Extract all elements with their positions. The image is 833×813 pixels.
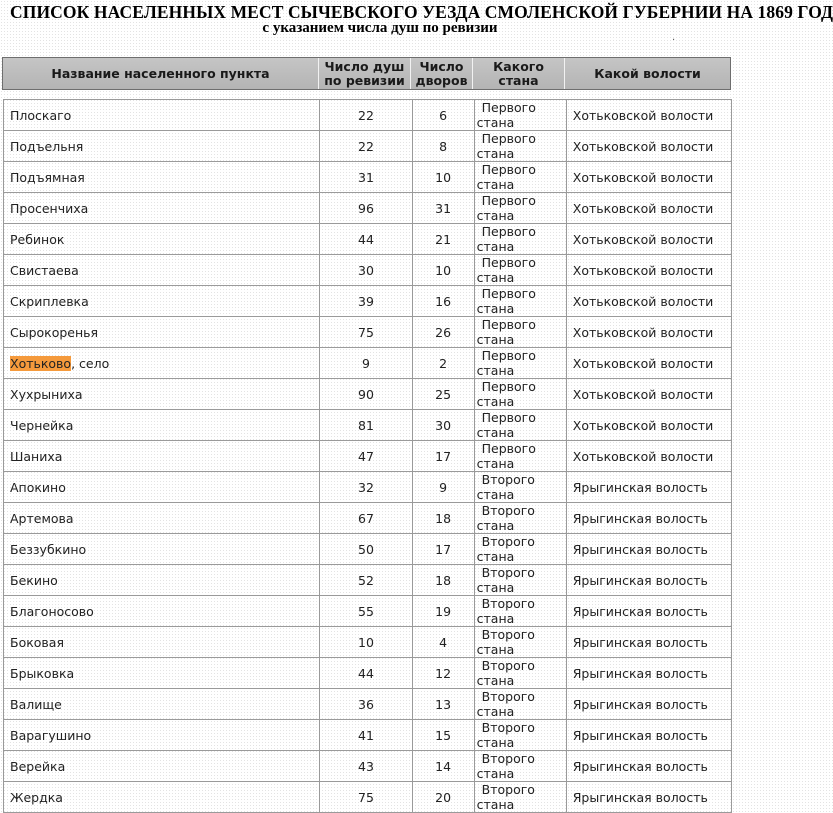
settlement-name: Бекино	[10, 572, 58, 588]
table-body-viewport[interactable]	[3, 99, 733, 812]
cell-stan	[475, 255, 567, 286]
cell-stan	[475, 100, 567, 131]
cell-volost: Ярыгинская волость	[567, 565, 732, 596]
cell-volost: Ярыгинская волость	[567, 689, 732, 720]
stan-line2: стана	[476, 208, 515, 223]
cell-souls: 22	[320, 100, 412, 131]
table-body	[4, 100, 732, 813]
stan-line1: Первого	[481, 162, 536, 177]
cell-volost: Хотьковской волости	[567, 255, 732, 286]
stan-line2: стана	[476, 487, 515, 502]
cell-settlement-name	[4, 751, 320, 782]
header-stan: Какого стана	[473, 58, 565, 89]
stan-line2: стана	[476, 549, 515, 564]
cell-stan	[475, 565, 567, 596]
cell-volost: Ярыгинская волость	[567, 596, 732, 627]
table-row	[4, 441, 732, 472]
cell-souls: 67	[320, 503, 412, 534]
stan-line1: Первого	[481, 410, 536, 425]
table-header	[2, 57, 731, 90]
cell-yards: 19	[413, 596, 475, 627]
cell-stan	[475, 224, 567, 255]
stan-line2: стана	[476, 642, 515, 657]
cell-settlement-name	[4, 627, 320, 658]
cell-settlement-name	[4, 348, 320, 379]
cell-settlement-name	[4, 193, 320, 224]
stan-line1: Первого	[481, 379, 536, 394]
cell-volost: Ярыгинская волость	[567, 751, 732, 782]
cell-yards: 9	[413, 472, 475, 503]
stan-line1: Второго	[481, 689, 535, 704]
stan-line2: стана	[476, 580, 515, 595]
table-row	[4, 162, 732, 193]
cell-settlement-name	[4, 782, 320, 813]
cell-stan	[475, 286, 567, 317]
cell-volost: Хотьковской волости	[567, 379, 732, 410]
cell-settlement-name	[4, 441, 320, 472]
settlement-name-suffix: , село	[71, 355, 110, 371]
cell-yards: 13	[413, 689, 475, 720]
table-row	[4, 689, 732, 720]
cell-stan	[475, 472, 567, 503]
cell-volost: Ярыгинская волость	[567, 472, 732, 503]
cell-souls: 22	[320, 131, 412, 162]
stan-line2: стана	[476, 518, 515, 533]
cell-volost: Ярыгинская волость	[567, 534, 732, 565]
cell-yards: 6	[413, 100, 475, 131]
settlement-name: Верейка	[10, 758, 66, 774]
cell-yards: 17	[413, 534, 475, 565]
cell-settlement-name	[4, 100, 320, 131]
cell-volost: Ярыгинская волость	[567, 658, 732, 689]
cell-souls: 47	[320, 441, 412, 472]
settlement-name: Свистаева	[10, 262, 79, 278]
stan-line2: стана	[476, 115, 515, 130]
cell-yards: 12	[413, 658, 475, 689]
cell-souls: 10	[320, 627, 412, 658]
stan-line1: Второго	[481, 472, 535, 487]
cell-souls: 9	[320, 348, 412, 379]
cell-volost: Хотьковской волости	[567, 410, 732, 441]
cell-souls: 96	[320, 193, 412, 224]
cell-volost: Ярыгинская волость	[567, 503, 732, 534]
table-row	[4, 131, 732, 162]
cell-settlement-name	[4, 534, 320, 565]
cell-souls: 52	[320, 565, 412, 596]
cell-stan	[475, 441, 567, 472]
cell-souls: 75	[320, 782, 412, 813]
cell-yards: 10	[413, 255, 475, 286]
cell-settlement-name	[4, 689, 320, 720]
stan-line1: Второго	[481, 534, 535, 549]
cell-volost: Ярыгинская волость	[567, 720, 732, 751]
table-row	[4, 193, 732, 224]
cell-yards: 2	[413, 348, 475, 379]
cell-volost: Хотьковской волости	[567, 193, 732, 224]
cell-settlement-name	[4, 410, 320, 441]
cell-settlement-name	[4, 596, 320, 627]
cell-souls: 81	[320, 410, 412, 441]
cell-settlement-name	[4, 286, 320, 317]
cell-yards: 18	[413, 565, 475, 596]
header-row	[3, 58, 730, 89]
cell-settlement-name	[4, 503, 320, 534]
cell-volost: Хотьковской волости	[567, 317, 732, 348]
settlement-name: Скриплевка	[10, 293, 89, 309]
cell-stan	[475, 627, 567, 658]
cell-yards: 10	[413, 162, 475, 193]
table-row	[4, 379, 732, 410]
settlement-name: Жердка	[10, 789, 63, 805]
stan-line2: стана	[476, 270, 515, 285]
stan-line1: Второго	[481, 782, 535, 797]
stan-line1: Первого	[481, 348, 536, 363]
table-row	[4, 317, 732, 348]
subtitle-mark: .	[672, 32, 676, 43]
cell-souls: 43	[320, 751, 412, 782]
cell-yards: 17	[413, 441, 475, 472]
cell-yards: 31	[413, 193, 475, 224]
settlement-name: Беззубкино	[10, 541, 87, 557]
cell-souls: 44	[320, 658, 412, 689]
table-row	[4, 224, 732, 255]
cell-settlement-name	[4, 317, 320, 348]
cell-stan	[475, 162, 567, 193]
table-row	[4, 751, 732, 782]
cell-volost: Хотьковской волости	[567, 224, 732, 255]
cell-souls: 50	[320, 534, 412, 565]
cell-yards: 30	[413, 410, 475, 441]
stan-line2: стана	[476, 301, 515, 316]
stan-line2: стана	[476, 673, 515, 688]
stan-line1: Первого	[481, 193, 536, 208]
table-row	[4, 255, 732, 286]
cell-volost: Ярыгинская волость	[567, 782, 732, 813]
settlement-name: Брыковка	[10, 665, 75, 681]
cell-stan	[475, 596, 567, 627]
stan-line2: стана	[476, 704, 515, 719]
settlement-name: Валище	[10, 696, 62, 712]
cell-volost: Хотьковской волости	[567, 131, 732, 162]
settlement-name: Просенчиха	[10, 200, 89, 216]
table-row	[4, 348, 732, 379]
stan-line2: стана	[476, 239, 515, 254]
cell-settlement-name	[4, 131, 320, 162]
stan-line1: Второго	[481, 627, 535, 642]
cell-settlement-name	[4, 565, 320, 596]
cell-stan	[475, 317, 567, 348]
cell-yards: 16	[413, 286, 475, 317]
stan-line2: стана	[476, 363, 515, 378]
stan-line1: Первого	[481, 317, 536, 332]
cell-yards: 21	[413, 224, 475, 255]
header-souls: Число душ по ревизии	[319, 58, 411, 89]
cell-souls: 30	[320, 255, 412, 286]
cell-settlement-name	[4, 379, 320, 410]
table-row	[4, 472, 732, 503]
cell-souls: 75	[320, 317, 412, 348]
settlement-name: Варагушино	[10, 727, 92, 743]
header-volost: Какой волости	[565, 58, 730, 89]
settlement-name: Чернейка	[10, 417, 74, 433]
cell-stan	[475, 689, 567, 720]
table-row	[4, 410, 732, 441]
settlement-name: Апокино	[10, 479, 66, 495]
stan-line1: Второго	[481, 596, 535, 611]
stan-line2: стана	[476, 797, 515, 812]
cell-souls: 44	[320, 224, 412, 255]
stan-line2: стана	[476, 425, 515, 440]
settlement-name: Подъельня	[10, 138, 84, 154]
cell-stan	[475, 503, 567, 534]
cell-souls: 55	[320, 596, 412, 627]
stan-line2: стана	[476, 332, 515, 347]
table-row	[4, 286, 732, 317]
page-title: СПИСОК НАСЕЛЕННЫХ МЕСТ СЫЧЕВСКОГО УЕЗДА СМОЛЕНСКОЙ ГУБЕРНИИ НА 1869 ГОД	[10, 2, 833, 22]
cell-yards: 15	[413, 720, 475, 751]
cell-yards: 20	[413, 782, 475, 813]
cell-souls: 41	[320, 720, 412, 751]
settlement-name: Шаниха	[10, 448, 63, 464]
cell-souls: 31	[320, 162, 412, 193]
cell-volost: Хотьковской волости	[567, 162, 732, 193]
stan-line1: Второго	[481, 720, 535, 735]
cell-stan	[475, 379, 567, 410]
cell-stan	[475, 751, 567, 782]
cell-yards: 26	[413, 317, 475, 348]
table-row	[4, 720, 732, 751]
stan-line1: Первого	[481, 441, 536, 456]
table-row	[4, 658, 732, 689]
cell-yards: 18	[413, 503, 475, 534]
stan-line1: Второго	[481, 658, 535, 673]
stan-line1: Первого	[481, 255, 536, 270]
table-row	[4, 100, 732, 131]
cell-stan	[475, 534, 567, 565]
stan-line2: стана	[476, 456, 515, 471]
cell-volost: Хотьковской волости	[567, 441, 732, 472]
settlement-name: Благоносово	[10, 603, 94, 619]
cell-stan	[475, 720, 567, 751]
cell-stan	[475, 782, 567, 813]
table-row	[4, 565, 732, 596]
table-row	[4, 534, 732, 565]
table-row	[4, 627, 732, 658]
table-row	[4, 782, 732, 813]
stan-line1: Первого	[481, 224, 536, 239]
stan-line1: Первого	[481, 286, 536, 301]
settlement-name: Артемова	[10, 510, 74, 526]
page-subtitle: с указанием числа душ по ревизии	[262, 20, 498, 36]
settlements-table	[3, 99, 732, 813]
cell-settlement-name	[4, 224, 320, 255]
cell-souls: 36	[320, 689, 412, 720]
cell-volost: Хотьковской волости	[567, 348, 732, 379]
stan-line2: стана	[476, 177, 515, 192]
stan-line2: стана	[476, 611, 515, 626]
settlement-name: Хотьково	[10, 355, 72, 371]
cell-stan	[475, 410, 567, 441]
settlement-name: Подъямная	[10, 169, 85, 185]
stan-line1: Второго	[481, 565, 535, 580]
table-row	[4, 596, 732, 627]
cell-yards: 8	[413, 131, 475, 162]
cell-stan	[475, 348, 567, 379]
cell-volost: Ярыгинская волость	[567, 627, 732, 658]
cell-volost: Хотьковской волости	[567, 100, 732, 131]
cell-yards: 14	[413, 751, 475, 782]
header-name: Название населенного пункта	[3, 58, 319, 89]
stan-line2: стана	[476, 146, 515, 161]
cell-settlement-name	[4, 658, 320, 689]
cell-yards: 25	[413, 379, 475, 410]
cell-souls: 39	[320, 286, 412, 317]
settlement-name: Сырокоренья	[10, 324, 99, 340]
cell-stan	[475, 193, 567, 224]
stan-line1: Второго	[481, 751, 535, 766]
cell-settlement-name	[4, 720, 320, 751]
stan-line1: Первого	[481, 131, 536, 146]
stan-line2: стана	[476, 735, 515, 750]
stan-line2: стана	[476, 766, 515, 781]
cell-yards: 4	[413, 627, 475, 658]
header-yards: Число дворов	[411, 58, 473, 89]
cell-settlement-name	[4, 162, 320, 193]
stan-line1: Первого	[481, 100, 536, 115]
settlement-name: Хухрыниха	[10, 386, 83, 402]
table-row	[4, 503, 732, 534]
cell-volost: Хотьковской волости	[567, 286, 732, 317]
cell-souls: 32	[320, 472, 412, 503]
cell-stan	[475, 658, 567, 689]
settlement-name: Плоскаго	[10, 107, 72, 123]
settlement-name: Боковая	[10, 634, 64, 650]
settlement-name: Ребинок	[10, 231, 65, 247]
cell-settlement-name	[4, 255, 320, 286]
stan-line1: Второго	[481, 503, 535, 518]
cell-souls: 90	[320, 379, 412, 410]
stan-line2: стана	[476, 394, 515, 409]
cell-settlement-name	[4, 472, 320, 503]
cell-stan	[475, 131, 567, 162]
